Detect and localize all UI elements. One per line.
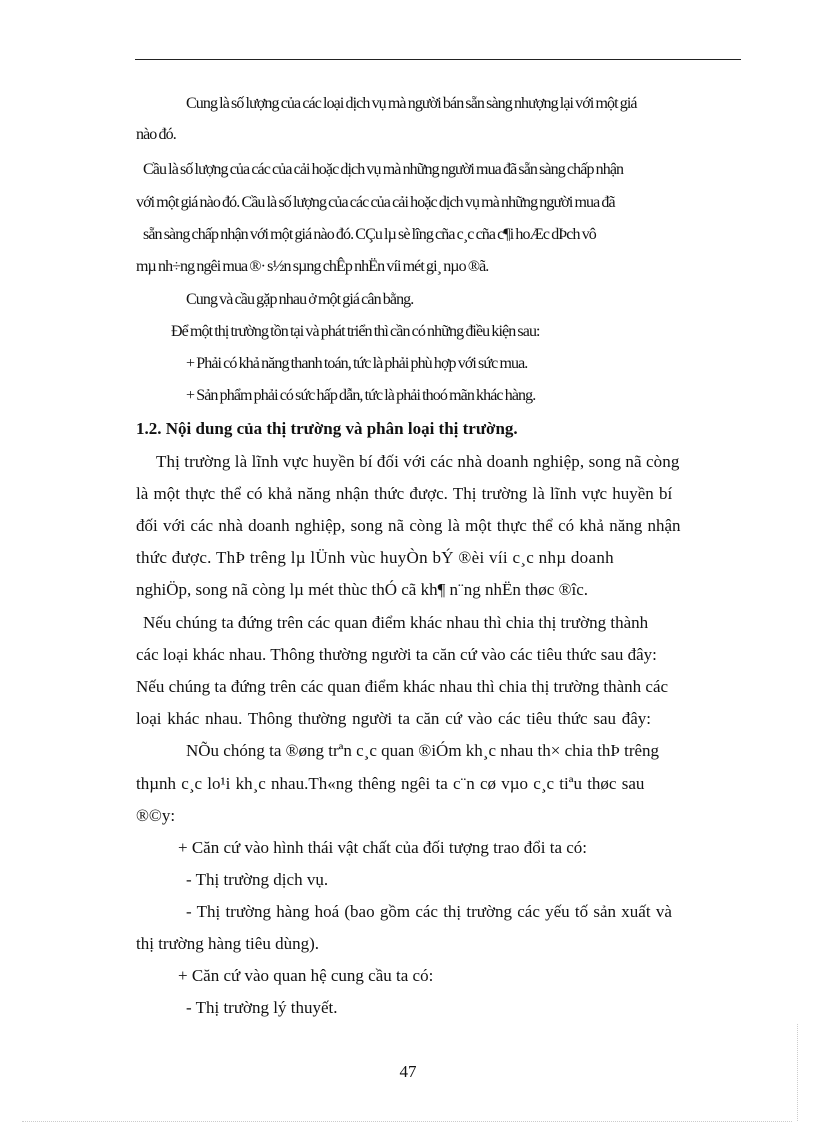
paragraph-line: + Căn cứ vào hình thái vật chất của đối tượng trao đổi ta có:	[178, 838, 588, 857]
paragraph-line: + Phải có khả năng thanh toán, tức là phải phù hợp với sức mua.	[186, 355, 528, 372]
paragraph-line: Cầu là số lượng của các của cải hoặc dịch vụ mà những người mua đã sẵn sàng chấp nhận	[143, 161, 624, 178]
paragraph-line: + Căn cứ vào quan hệ cung cầu ta có:	[178, 966, 434, 985]
paragraph-line: mµ nh÷ng ngêi mua ®· s½n sµng chÊp nhËn víi mét gi¸ nµo ®ã.	[136, 258, 489, 275]
page-number: 47	[399, 1062, 417, 1081]
paragraph-line: - Thị trường hàng hoá (bao gồm các thị trường các yếu tố sản xuất và	[186, 902, 672, 921]
paragraph-line: NÕu chóng ta ®øng trªn c¸c quan ®iÓm kh¸c nhau th× chia thÞ trêng	[186, 741, 660, 760]
paragraph-line: - Thị trường dịch vụ.	[186, 870, 329, 889]
paragraph-line: đối với các nhà doanh nghiệp, song nã còng là một thực thể có khả năng nhận	[136, 516, 681, 535]
paragraph-line: Cung và cầu gặp nhau ở một giá cân bằng.	[186, 291, 414, 308]
paragraph-line: + Sản phẩm phải có sức hấp dẫn, tức là phải thoó mãn khác hàng.	[186, 387, 536, 404]
page-edge-bottom	[22, 1121, 792, 1122]
paragraph-line: thị trường hàng tiêu dùng).	[136, 934, 319, 953]
page-edge-right	[797, 1024, 798, 1121]
paragraph-line: - Thị trường lý thuyết.	[186, 998, 338, 1017]
paragraph-line: Để một thị trường tồn tại và phát triển thì cần có những điều kiện sau:	[171, 323, 540, 340]
paragraph-line: Cung là số lượng của các loại dịch vụ mà người bán sẵn sàng nhượng lại với một giá	[186, 95, 637, 112]
header-rule	[135, 59, 741, 60]
paragraph-line: sẵn sàng chấp nhận với một giá nào đó. CÇu lµ sè lîng cña c¸c cña c¶i hoÆc dÞch vô	[143, 226, 596, 243]
paragraph-line: là một thực thể có khả năng nhận thức được. Thị trường là lĩnh vực huyền bí	[136, 484, 673, 503]
paragraph-line: các loại khác nhau. Thông thường người ta căn cứ vào các tiêu thức sau đây:	[136, 645, 657, 664]
paragraph-line: Nếu chúng ta đứng trên các quan điểm khác nhau thì chia thị trường thành các	[136, 677, 669, 696]
paragraph-line: nghiÖp, song nã còng lµ mét thùc thÓ cã kh¶ n¨ng nhËn thøc ®îc.	[136, 580, 589, 599]
paragraph-line: ®©y:	[136, 806, 176, 825]
paragraph-line: với một giá nào đó. Cầu là số lượng của các của cải hoặc dịch vụ mà những người mua đã	[136, 194, 615, 211]
paragraph-line: loại khác nhau. Thông thường người ta căn cứ vào các tiêu thức sau đây:	[136, 709, 652, 728]
paragraph-line: Nếu chúng ta đứng trên các quan điểm khác nhau thì chia thị trường thành	[143, 613, 649, 632]
paragraph-line: thµnh c¸c lo¹i kh¸c nhau.Th«ng thêng ngêi ta c¨n cø vµo c¸c tiªu thøc sau	[136, 774, 645, 793]
paragraph-line: thức được. ThÞ trêng lµ lÜnh vùc huyÒn bÝ ®èi víi c¸c nhµ doanh	[136, 548, 614, 567]
section-heading: 1.2. Nội dung của thị trường và phân loại thị trường.	[136, 419, 518, 438]
paragraph-line: Thị trường là lĩnh vực huyền bí đối với các nhà doanh nghiệp, song nã còng	[156, 452, 680, 471]
paragraph-line: nào đó.	[136, 126, 176, 143]
